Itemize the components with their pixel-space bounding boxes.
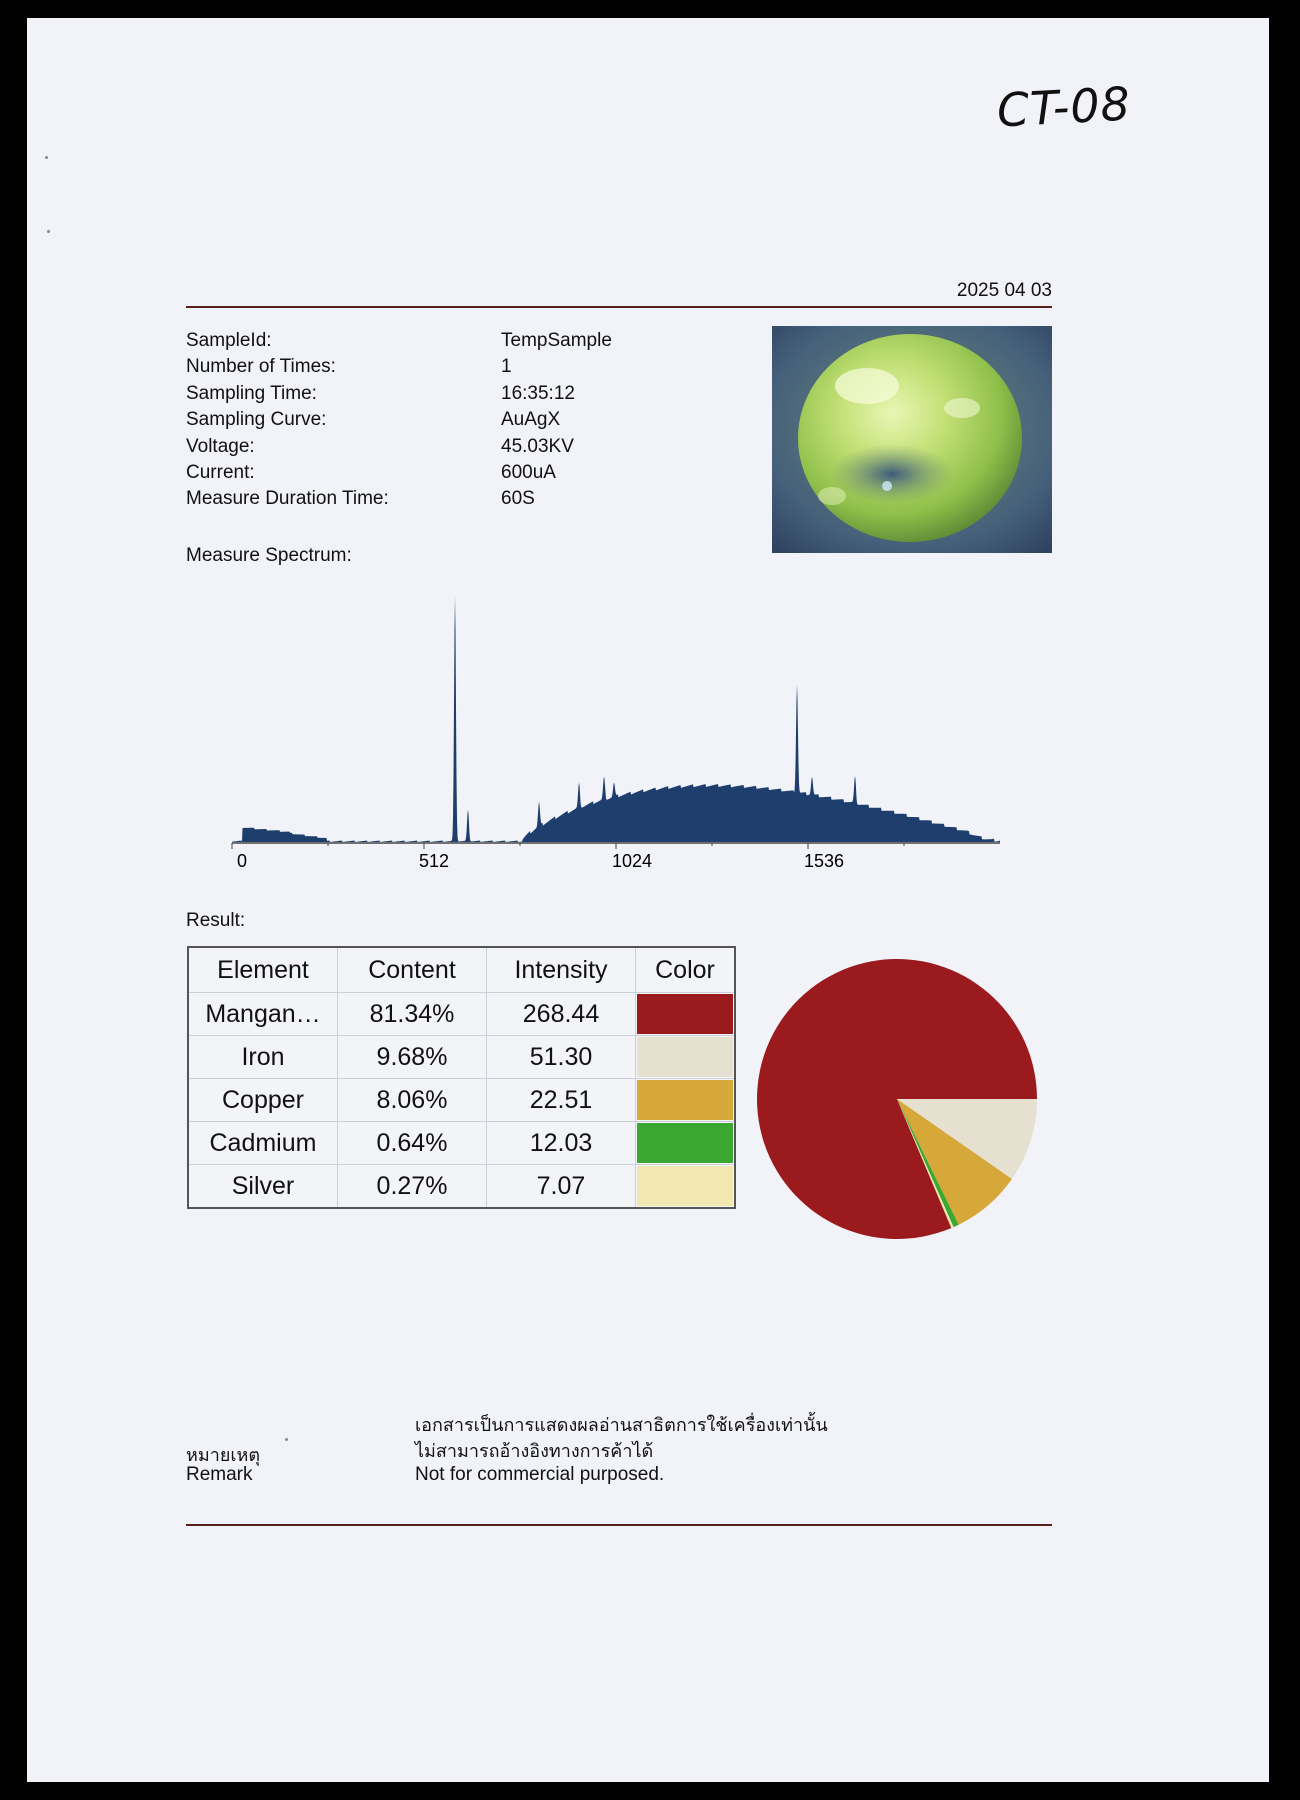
spectrum-tick-label: 0 bbox=[236, 851, 248, 871]
element-cell: Silver bbox=[188, 1165, 338, 1209]
color-swatch bbox=[637, 1080, 733, 1120]
element-cell: Cadmium bbox=[188, 1122, 338, 1165]
report-page bbox=[27, 18, 1269, 1782]
remark-text: Not for commercial purposed. bbox=[415, 1464, 665, 1485]
intensity-cell: 22.51 bbox=[487, 1079, 636, 1122]
spectrum-chart bbox=[232, 590, 1000, 871]
info-value: AuAgX bbox=[501, 409, 561, 431]
paper-speck bbox=[47, 230, 50, 233]
info-value: TempSample bbox=[501, 330, 612, 351]
intensity-cell: 268.44 bbox=[487, 993, 636, 1036]
table-row bbox=[188, 993, 735, 1036]
remark-thai-label: หมายเหตุ bbox=[186, 1445, 261, 1466]
table-header-row bbox=[188, 947, 735, 993]
remark-thai-line2: ไม่สามารถอ้างอิงทางการค้าได้ bbox=[415, 1441, 654, 1462]
info-label: Current: bbox=[186, 461, 255, 483]
spectrum-trace bbox=[232, 596, 1000, 843]
color-cell bbox=[636, 1122, 736, 1165]
info-label: Sampling Curve: bbox=[186, 409, 327, 431]
info-value: 16:35:12 bbox=[501, 382, 575, 404]
spectrum-tick-marks bbox=[232, 843, 904, 849]
info-label: Sampling Time: bbox=[186, 382, 317, 404]
color-cell bbox=[636, 993, 736, 1036]
remark-thai-line1: เอกสารเป็นการแสดงผลอ่านสาธิตการใช้เครื่องเท่านั้น bbox=[415, 1415, 828, 1436]
content-cell: 0.64% bbox=[338, 1122, 487, 1165]
sample-photo bbox=[772, 326, 1052, 553]
color-cell bbox=[636, 1165, 736, 1209]
paper-speck bbox=[285, 1438, 288, 1441]
column-header: Content bbox=[338, 947, 487, 993]
footer-divider bbox=[186, 1524, 1052, 1526]
intensity-cell: 51.30 bbox=[487, 1036, 636, 1079]
element-cell: Mangan… bbox=[188, 993, 338, 1036]
content-cell: 81.34% bbox=[338, 993, 487, 1036]
color-cell bbox=[636, 1079, 736, 1122]
color-swatch bbox=[637, 1037, 733, 1077]
info-label: Number of Times: bbox=[186, 356, 336, 378]
element-cell: Iron bbox=[188, 1036, 338, 1079]
composition-pie-chart bbox=[756, 958, 1038, 1240]
handwritten-sample-code: CT-08 bbox=[995, 76, 1133, 138]
color-swatch bbox=[637, 994, 733, 1034]
result-label: Result: bbox=[186, 910, 246, 931]
intensity-cell: 12.03 bbox=[487, 1122, 636, 1165]
spectrum-tick-label: 1536 bbox=[803, 851, 845, 871]
content-cell: 0.27% bbox=[338, 1165, 487, 1209]
remark-label: Remark bbox=[186, 1464, 253, 1485]
table-row bbox=[188, 1122, 735, 1165]
info-value: 1 bbox=[501, 356, 512, 378]
info-label: Measure Duration Time: bbox=[186, 488, 389, 510]
content-cell: 8.06% bbox=[338, 1079, 487, 1122]
result-table bbox=[187, 946, 736, 1209]
spectrum-label: Measure Spectrum: bbox=[186, 545, 352, 566]
content-cell: 9.68% bbox=[338, 1036, 487, 1079]
info-value: 60S bbox=[501, 488, 535, 510]
table-row bbox=[188, 1165, 735, 1209]
spectrum-tick-label: 1024 bbox=[611, 851, 653, 871]
intensity-cell: 7.07 bbox=[487, 1165, 636, 1209]
info-label: SampleId: bbox=[186, 330, 272, 351]
table-row bbox=[188, 1036, 735, 1079]
color-cell bbox=[636, 1036, 736, 1079]
spectrum-tick-label: 512 bbox=[418, 851, 450, 871]
table-row bbox=[188, 1079, 735, 1122]
column-header: Color bbox=[636, 947, 736, 993]
color-swatch bbox=[637, 1123, 733, 1163]
info-label: Voltage: bbox=[186, 435, 255, 457]
element-cell: Copper bbox=[188, 1079, 338, 1122]
header-divider bbox=[186, 306, 1052, 308]
column-header: Intensity bbox=[487, 947, 636, 993]
info-value: 600uA bbox=[501, 461, 556, 483]
info-value: 45.03KV bbox=[501, 435, 574, 457]
paper-speck bbox=[45, 156, 48, 159]
column-header: Element bbox=[188, 947, 338, 993]
color-swatch bbox=[637, 1166, 733, 1206]
report-date: 2025 04 03 bbox=[956, 280, 1052, 301]
